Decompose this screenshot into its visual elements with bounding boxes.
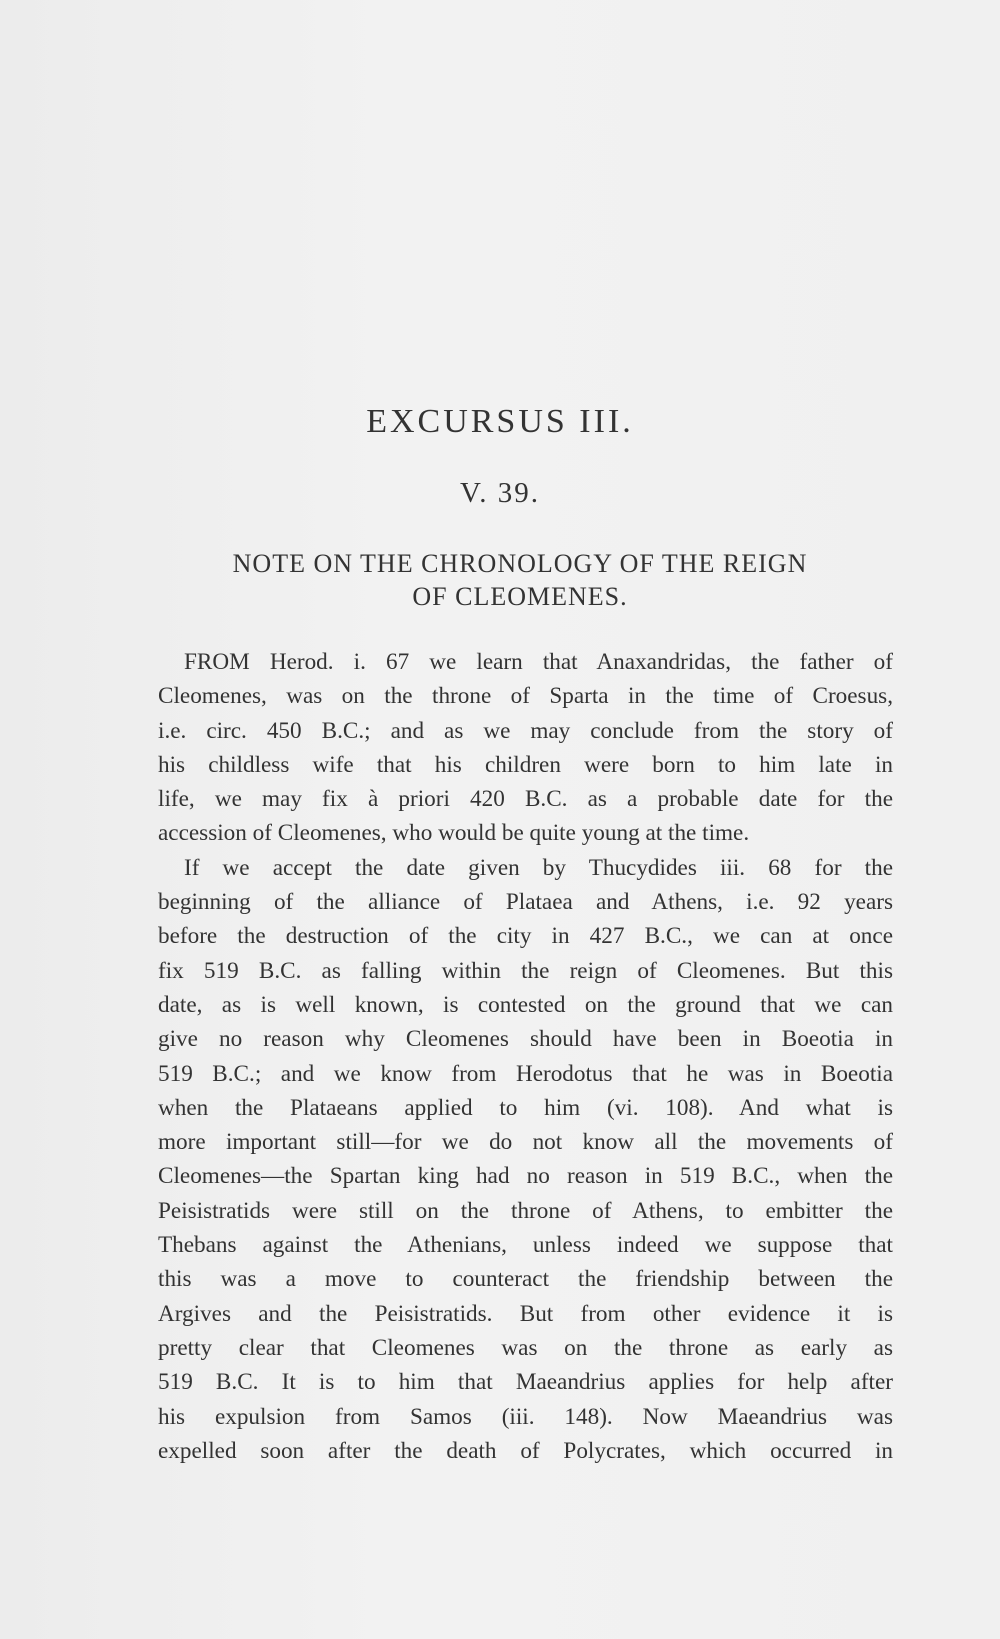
body-line: Peisistratids were still on the throne of Athens, to embitter the	[158, 1197, 893, 1224]
body-line: FROM Herod. i. 67 we learn that Anaxandridas, the father of	[184, 649, 893, 675]
body-line: pretty clear that Cleomenes was on the throne as early as	[158, 1334, 893, 1361]
body-line: when the Plataeans applied to him (vi. 108). And what is	[158, 1094, 893, 1121]
body-line: life, we may fix à priori 420 B.C. as a probable date for the	[158, 786, 893, 813]
body-line: expelled soon after the death of Polycrates, which occurred in	[158, 1437, 893, 1464]
body-line: fix 519 B.C. as falling within the reign of Cleomenes. But this	[158, 957, 893, 984]
section-reference: V. 39.	[460, 477, 540, 509]
body-line: his childless wife that his children were born to him late in	[158, 751, 893, 778]
body-line: Argives and the Peisistratids. But from other evidence it is	[158, 1300, 893, 1327]
body-line: date, as is well known, is contested on the ground that we can	[158, 991, 893, 1018]
body-line: beginning of the alliance of Plataea and Athens, i.e. 92 years	[158, 889, 893, 916]
excursus-heading: EXCURSUS III.	[366, 403, 634, 440]
body-line: i.e. circ. 450 B.C.; and as we may conclude from the story of	[158, 717, 893, 744]
body-line: this was a move to counteract the friendship between the	[158, 1266, 893, 1293]
body-line: Cleomenes—the Spartan king had no reason in 519 B.C., when the	[158, 1163, 893, 1190]
body-line: before the destruction of the city in 427 B.C., we can at once	[158, 923, 893, 950]
note-title-line-2: OF CLEOMENES.	[412, 582, 628, 611]
body-line: accession of Cleomenes, who would be quite young at the time.	[158, 820, 750, 847]
body-line: his expulsion from Samos (iii. 148). Now Maeandrius was	[158, 1403, 893, 1430]
body-line: Cleomenes, was on the throne of Sparta in the time of Croesus,	[158, 683, 893, 710]
note-title-line-1: NOTE ON THE CHRONOLOGY OF THE REIGN	[232, 549, 808, 578]
body-line: more important still—for we do not know all the movements of	[158, 1129, 893, 1156]
body-line: give no reason why Cleomenes should have been in Boeotia in	[158, 1026, 893, 1053]
body-line: 519 B.C. It is to him that Maeandrius applies for help after	[158, 1369, 893, 1396]
body-text	[158, 645, 893, 1468]
body-line: Thebans against the Athenians, unless indeed we suppose that	[158, 1232, 893, 1259]
body-line: If we accept the date given by Thucydides iii. 68 for the	[184, 854, 893, 881]
body-line: 519 B.C.; and we know from Herodotus that he was in Boeotia	[158, 1060, 893, 1087]
note-title	[160, 547, 880, 613]
